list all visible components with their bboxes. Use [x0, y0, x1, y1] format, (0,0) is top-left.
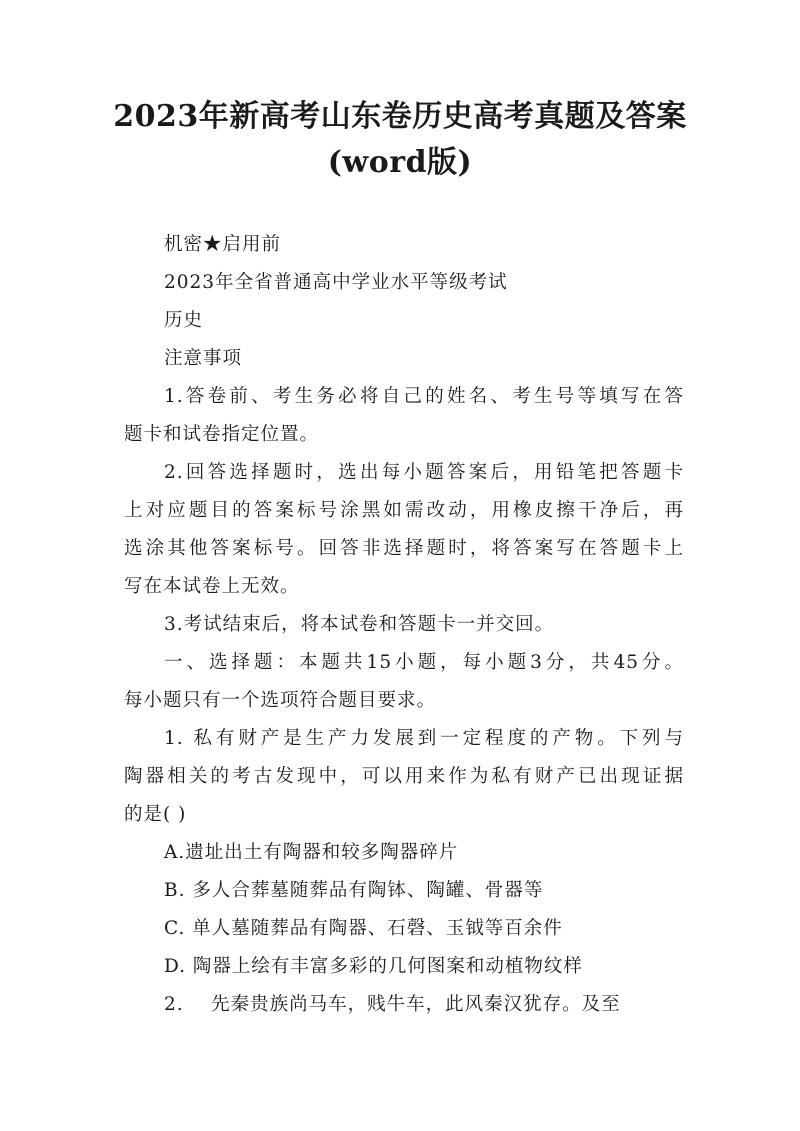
question-1-option-a: A.遗址出土有陶器和较多陶器碎片: [164, 842, 459, 863]
question-1-option-c: C. 单人墓随葬品有陶器、石磬、玉钺等百余件: [164, 918, 563, 939]
confidential-label: 机密★启用前: [164, 234, 282, 255]
note-1-line-2: 题卡和试卷指定位置。: [124, 424, 320, 445]
question-1-line-2: 陶器相关的考古发现中，可以用来作为私有财产已出现证据: [124, 766, 684, 787]
note-2-line-3: 选涂其他答案标号。回答非选择题时，将答案写在答题卡上: [124, 538, 684, 559]
document-title-line1: 2023年新高考山东卷历史高考真题及答案: [113, 99, 687, 134]
question-1-line-3: 的是( ): [124, 804, 187, 825]
question-1-option-d: D. 陶器上绘有丰富多彩的几何图案和动植物纹样: [164, 956, 583, 977]
document-title-line2: (word版): [327, 145, 473, 180]
question-1-line-1: 1. 私有财产是生产力发展到一定程度的产物。下列与: [164, 728, 684, 749]
section-1-line-2: 每小题只有一个选项符合题目要求。: [124, 690, 437, 711]
note-3-line-1: 3.考试结束后，将本试卷和答题卡一并交回。: [164, 614, 555, 635]
section-1-line-1: 一、选择题：本题共15小题，每小题3分，共45分。: [164, 652, 684, 673]
notice-heading: 注意事项: [164, 348, 243, 369]
note-1-line-1: 1.答卷前、考生务必将自己的姓名、考生号等填写在答: [164, 386, 684, 407]
question-1-option-b: B. 多人合葬墓随葬品有陶钵、陶罐、骨器等: [164, 880, 544, 901]
subject-label: 历史: [164, 310, 204, 331]
question-2-line-1: 2. 先秦贵族尚马车，贱牛车，此风秦汉犹存。及至: [164, 994, 621, 1015]
note-2-line-4: 写在本试卷上无效。: [124, 576, 300, 597]
note-2-line-1: 2.回答选择题时，选出每小题答案后，用铅笔把答题卡: [164, 462, 684, 483]
exam-name: 2023年全省普通高中学业水平等级考试: [164, 272, 508, 293]
note-2-line-2: 上对应题目的答案标号涂黑如需改动，用橡皮擦干净后，再: [124, 500, 684, 521]
